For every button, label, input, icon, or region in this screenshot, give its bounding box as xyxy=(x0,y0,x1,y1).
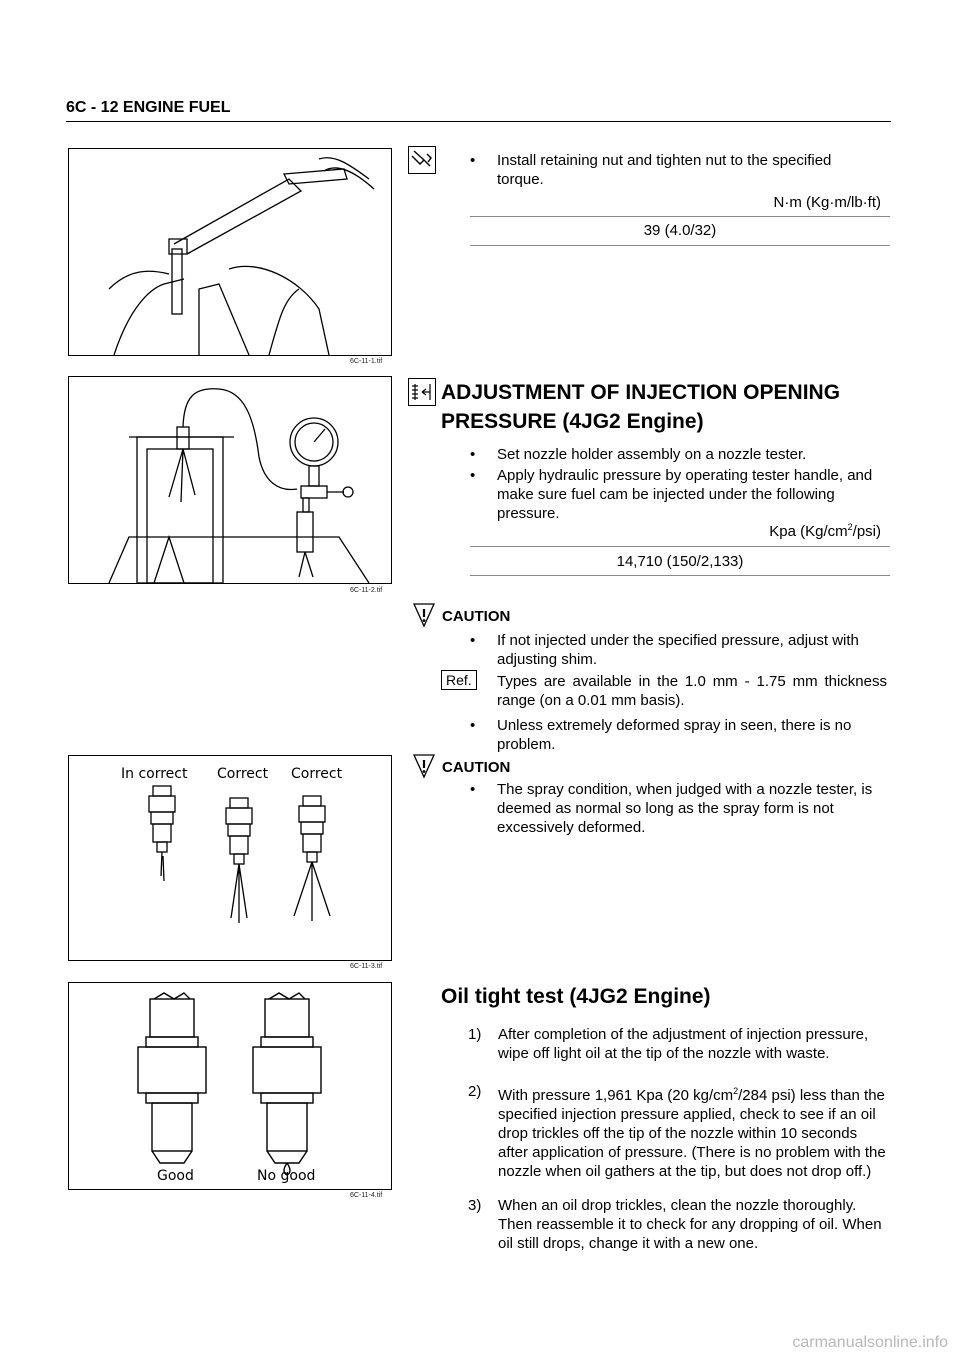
figure-nozzle-tester xyxy=(68,376,392,584)
page-header: 6C - 12 ENGINE FUEL xyxy=(66,99,231,116)
oil-tight-illustration xyxy=(69,983,391,1189)
figure-label: 6C-11-3.tif xyxy=(350,963,383,970)
spec-rule xyxy=(470,245,890,246)
header-rule xyxy=(66,121,891,122)
torque-value: 39 (4.0/32) xyxy=(643,222,717,239)
section-heading-oil-tight: Oil tight test (4JG2 Engine) xyxy=(441,985,711,1008)
tighten-torque-icon xyxy=(408,146,436,179)
torque-unit: N·m (Kg·m/lb·ft) xyxy=(773,194,881,211)
figure-caption: No good xyxy=(257,1168,316,1184)
spec-rule xyxy=(470,546,890,547)
watermark[interactable]: carmanualsonline.info xyxy=(792,1334,948,1351)
figure-caption: Correct xyxy=(291,766,343,782)
nozzle-tester-illustration xyxy=(69,377,391,583)
figure-caption: Good xyxy=(157,1168,194,1184)
section-heading-adjustment: ADJUSTMENT OF INJECTION OPENING PRESSURE (4JG2 Engine) xyxy=(441,381,841,433)
figure-label: 6C-11-1.tif xyxy=(350,358,383,365)
figure-label: 6C-11-2.tif xyxy=(350,587,383,594)
spec-rule xyxy=(470,216,890,217)
figure-caption: Correct xyxy=(217,766,269,782)
pressure-unit: Kpa $(Kg/cm^2/psi)$ xyxy=(769,522,881,540)
caution-label: CAUTION xyxy=(442,608,511,625)
caution-icon xyxy=(412,753,436,784)
figure-caption: In correct xyxy=(121,766,188,782)
figure-oil-tight-test xyxy=(68,982,392,1190)
figure-label: 6C-11-4.tif xyxy=(350,1192,383,1199)
caution-icon xyxy=(412,602,436,633)
reference-badge: Ref. xyxy=(441,670,477,690)
pressure-value: 14,710 (150/2,133) xyxy=(616,553,744,570)
reference-text: Types are available in the 1.0 mm - 1.75 mm thickness range (on a 0.01 mm basis). xyxy=(497,673,887,709)
figure-spray-patterns xyxy=(68,755,392,961)
spec-rule xyxy=(470,575,890,576)
adjustment-gauge-icon xyxy=(408,378,436,411)
figure-torque-wrench xyxy=(68,148,392,356)
spray-patterns-illustration xyxy=(69,756,391,960)
caution-label: CAUTION xyxy=(442,759,511,776)
torque-wrench-illustration xyxy=(69,149,391,355)
